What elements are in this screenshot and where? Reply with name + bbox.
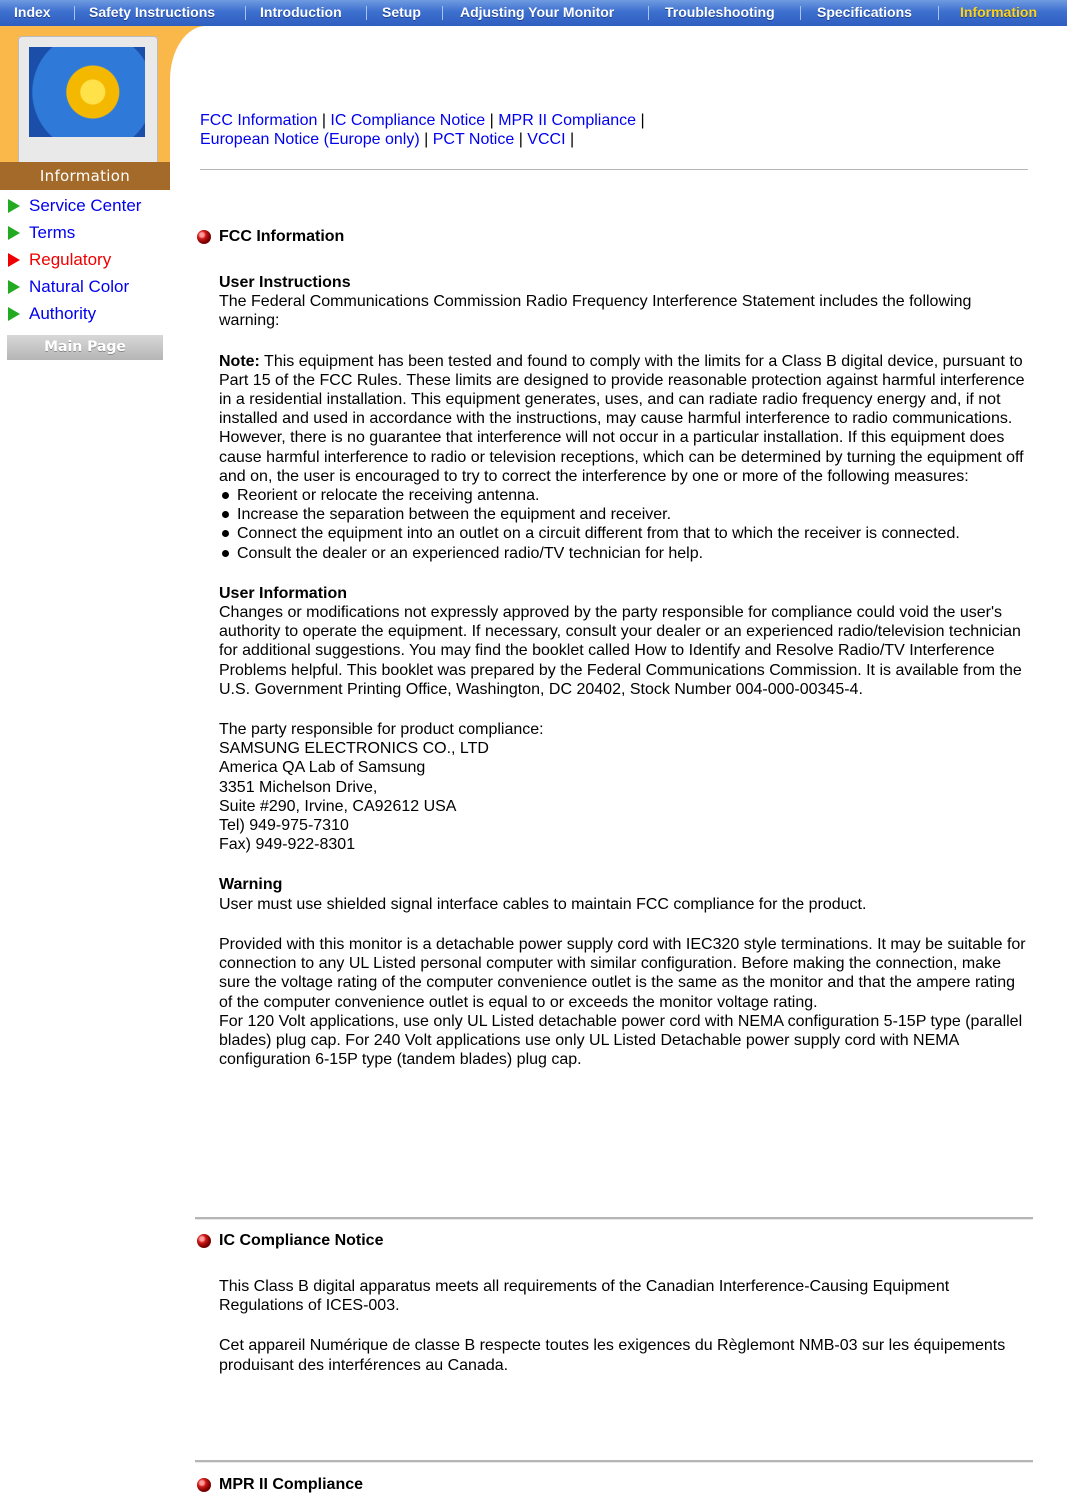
nav-troubleshooting[interactable]: Troubleshooting	[665, 4, 775, 20]
triangle-bullet-icon	[8, 280, 20, 294]
note-paragraph	[219, 352, 1031, 486]
nav-separator	[442, 6, 443, 20]
list-item: Connect the equipment into an outlet on a circuit different from that to which the receiver is connected.	[219, 524, 1031, 543]
section-title: FCC Information	[219, 228, 345, 245]
link-european-notice[interactable]: European Notice (Europe only)	[200, 131, 420, 148]
mpr-heading	[197, 1476, 363, 1494]
address-line: Fax) 949-922-8301	[219, 836, 356, 854]
address-line: America QA Lab of Samsung	[219, 759, 426, 777]
sidebar-item-service-center[interactable]	[8, 192, 188, 219]
nav-information[interactable]: Information	[960, 4, 1037, 20]
nav-separator	[938, 6, 939, 20]
link-mpr-compliance[interactable]: MPR II Compliance	[498, 112, 637, 129]
divider	[195, 1217, 1033, 1220]
link-ic-compliance[interactable]: IC Compliance Notice	[330, 112, 486, 129]
sidebar-item-label: Natural Color	[29, 276, 130, 296]
section-label: Information	[0, 162, 170, 190]
paragraph-text: User must use shielded signal interface cables to maintain FCC compliance for the product.	[219, 895, 867, 913]
red-ball-icon	[197, 1234, 211, 1248]
address-line: 3351 Michelson Drive,	[219, 778, 378, 796]
list-item: Reorient or relocate the receiving antenna.	[219, 486, 1031, 505]
ic-heading	[197, 1232, 383, 1250]
link-fcc-information[interactable]: FCC Information	[200, 112, 318, 129]
link-separator: |	[419, 131, 433, 148]
nav-index[interactable]: Index	[14, 4, 51, 20]
nav-separator	[245, 6, 246, 20]
paragraph-text: Provided with this monitor is a detachable power supply cord with IEC320 style terminations. It may be suitable for connection to any UL Listed personal computer with similar configuration. Before making the connection, make sure the voltage rating of the computer convenience outlet is the same as the monitor and that the ampere rating of the computer convenience outlet is equal to or exceeds the monitor voltage rating.	[219, 935, 1026, 1011]
nav-separator	[74, 6, 75, 20]
sidebar-item-authority[interactable]	[8, 300, 188, 327]
paragraph-text: This Class B digital apparatus meets all requirements of the Canadian Interference-Causing Equipment Regulations of ICES-003.	[219, 1278, 950, 1315]
nav-separator	[800, 6, 801, 20]
paragraph-text: For 120 Volt applications, use only UL Listed detachable power cord with NEMA configuration 5-15P type (parallel blades) plug cap. For 240 Volt applications use only UL Listed Detachable power supply cord with NEMA configuration 6-15P type (tandem blades) plug cap.	[219, 1012, 1023, 1069]
red-ball-icon	[197, 1478, 211, 1492]
link-separator: |	[317, 112, 331, 129]
link-vcci[interactable]: VCCI	[527, 131, 566, 148]
link-separator: |	[514, 131, 528, 148]
triangle-bullet-icon	[8, 226, 20, 240]
sidebar-item-terms[interactable]	[8, 219, 188, 246]
measures-list	[219, 486, 1031, 563]
fcc-body	[219, 273, 1031, 1090]
list-item: Consult the dealer or an experienced radio/TV technician for help.	[219, 544, 1031, 563]
subheading: User Information	[219, 584, 348, 602]
note-label: Note:	[219, 352, 260, 370]
subheading: User Instructions	[219, 274, 351, 291]
link-separator: |	[485, 112, 499, 129]
triangle-bullet-icon	[8, 307, 20, 321]
user-instructions-paragraph	[219, 273, 1031, 331]
flower-screen-icon	[29, 47, 145, 137]
section-title: MPR II Compliance	[219, 1476, 364, 1493]
link-separator: |	[636, 112, 645, 129]
fcc-heading	[197, 228, 344, 246]
nav-separator	[366, 6, 367, 20]
paragraph-text: This equipment has been tested and found to comply with the limits for a Class B digital device, pursuant to Part 15 of the FCC Rules. These limits are designed to provide reasonable protection against harmful interference in a residential installation. This equipment generates, uses, and can radiate radio frequency energy and, if not installed and used in accordance with the instructions, may cause harmful interference to radio communications. However, there is no guarantee that interference will not occur in a particular installation. If this equipment does cause harmful interference to radio or television receptions, which can be determined by turning the equipment off and on, the user is encouraged to try to correct the interference by one or more of the following measures:	[219, 352, 1025, 485]
sidebar-item-label: Authority	[29, 303, 97, 323]
subheading: Warning	[219, 876, 283, 894]
red-ball-icon	[197, 230, 211, 244]
list-item: Increase the separation between the equipment and receiver.	[219, 505, 1031, 524]
power-cord-paragraph	[219, 935, 1031, 1069]
nav-safety-instructions[interactable]: Safety Instructions	[89, 4, 216, 20]
triangle-bullet-icon	[8, 199, 20, 213]
ic-body	[219, 1277, 1031, 1396]
divider	[200, 169, 1028, 170]
responsible-party-block	[219, 720, 1031, 854]
sidebar-item-natural-color[interactable]	[8, 273, 188, 300]
sidebar-item-label: Terms	[29, 222, 76, 242]
monitor-illustration-icon	[18, 36, 158, 166]
section-title: IC Compliance Notice	[219, 1232, 384, 1249]
nav-setup[interactable]: Setup	[382, 4, 421, 20]
address-line: The party responsible for product compliance:	[219, 721, 544, 739]
logo-curve	[170, 26, 206, 190]
link-pct-notice[interactable]: PCT Notice	[432, 131, 515, 148]
nav-specifications[interactable]: Specifications	[817, 4, 912, 20]
sidebar-menu	[8, 192, 188, 327]
nav-separator	[648, 6, 649, 20]
address-line: SAMSUNG ELECTRONICS CO., LTD	[219, 740, 489, 758]
sidebar-item-label: Regulatory	[29, 249, 112, 269]
section-logo	[0, 26, 206, 190]
address-line: Suite #290, Irvine, CA92612 USA	[219, 797, 457, 815]
nav-introduction[interactable]: Introduction	[260, 4, 342, 20]
sidebar-item-label: Service Center	[29, 195, 142, 215]
paragraph-text: Cet appareil Numérique de classe B respecte toutes les exigences du Règlemont NMB-03 sur les équipements produisant des interférences au Canada.	[219, 1337, 1006, 1374]
user-information-paragraph	[219, 584, 1031, 699]
link-separator: |	[565, 131, 575, 148]
nav-adjusting-your-monitor[interactable]: Adjusting Your Monitor	[460, 4, 615, 20]
top-navigation-bar	[0, 0, 1067, 26]
divider	[195, 1460, 1033, 1463]
section-link-bar	[200, 111, 1030, 149]
main-page-button[interactable]: Main Page	[7, 335, 163, 360]
address-line: Tel) 949-975-7310	[219, 817, 349, 835]
warning-paragraph	[219, 875, 1031, 913]
triangle-bullet-icon	[8, 253, 20, 267]
paragraph-text: Changes or modifications not expressly approved by the party responsible for compliance could void the user's authority to operate the equipment. If necessary, consult your dealer or an experienced radio/television technician for additional suggestions. You may find the booklet called How to Identify and Resolve Radio/TV Interference Problems helpful. This booklet was prepared by the Federal Communications Commission. It is available from the U.S. Government Printing Office, Washington, DC 20402, Stock Number 004-000-00345-4.	[219, 604, 1022, 698]
sidebar-item-regulatory[interactable]	[8, 246, 188, 273]
paragraph-text: The Federal Communications Commission Radio Frequency Interference Statement includes the following warning:	[219, 293, 972, 330]
